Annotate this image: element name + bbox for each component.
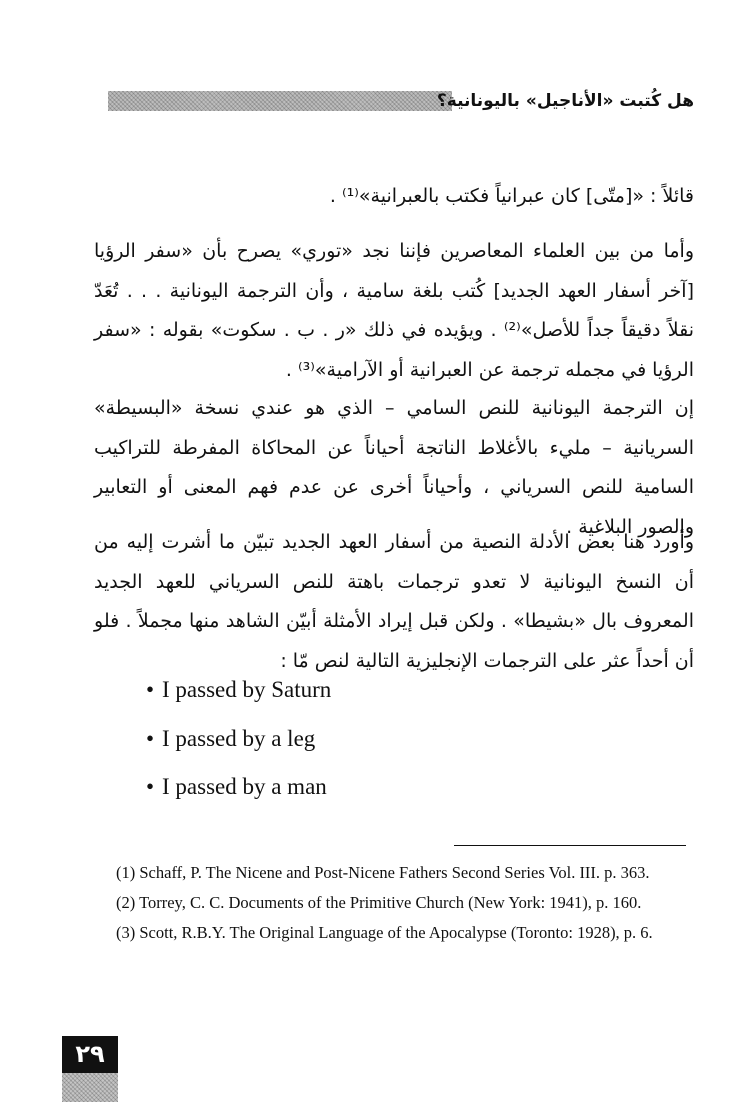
footnote-divider xyxy=(454,845,686,846)
running-header xyxy=(108,86,694,116)
page-number-shaded-band xyxy=(62,1073,118,1102)
footnote-item: (2) Torrey, C. C. Documents of the Primitive Church (New York: 1941), p. 160. xyxy=(116,893,642,912)
page-number: ٢٩ xyxy=(62,1036,118,1073)
header-title: هل كُتبت «الأناجيل» باليونانية؟ xyxy=(436,91,694,111)
example-item: • I passed by Saturn xyxy=(146,670,331,719)
paragraph-evidence-intro: وأورد هنا بعض الأدلة النصية من أسفار العهد الجديد تبيّن ما أشرت إليه من أن النسخ اليونانية لا تعدو ترجمات باهتة للنص السرياني للعهد الجديد المعروف بال «بشيطا» . ولكن قبل إيراد الأمثلة أبيّن الشاهد منها مجملاً . فلو أن أحداً عثر على الترجمات الإنجليزية التالية لنص مّا : xyxy=(94,531,694,672)
footnote-list xyxy=(116,858,692,948)
example-list xyxy=(146,670,331,816)
paragraph-quote-continuation: قائلاً : «[متّى] كان عبرانياً فكتب بالعبرانية»⁽¹⁾ . xyxy=(329,185,694,207)
footnote-item: (3) Scott, R.B.Y. The Original Language of the Apocalypse (Toronto: 1928), p. 6. xyxy=(116,923,653,942)
example-item: • I passed by a leg xyxy=(146,719,331,768)
example-item: • I passed by a man xyxy=(146,767,331,816)
header-shaded-band xyxy=(108,91,452,111)
paragraph-torrey: وأما من بين العلماء المعاصرين فإننا نجد «توري» يصرح بأن «سفر الرؤيا [آخر أسفار العهد الجديد] كُتب بلغة سامية ، وأن الترجمة اليونانية . . . تُعَدّ نقلاً دقيقاً جداً للأصل»⁽²⁾ . ويؤيده في ذلك «ر . ب . سكوت» بقوله : «سفر الرؤيا في مجمله ترجمة عن العبرانية أو الآرامية»⁽³⁾ . xyxy=(94,240,695,381)
paragraph-peshitta-errors: إن الترجمة اليونانية للنص السامي – الذي هو عندي نسخة «البسيطة» السريانية – مليء بالأغلاط الناتجة أحياناً عن المحاكاة المفرطة للتراكيب السامية للنص السرياني ، وأحياناً أخرى عن عدم فهم المعنى أو التعابير والصور البلاغية . xyxy=(94,397,694,538)
footnote-item: (1) Schaff, P. The Nicene and Post-Nicene Fathers Second Series Vol. III. p. 363. xyxy=(116,863,650,882)
